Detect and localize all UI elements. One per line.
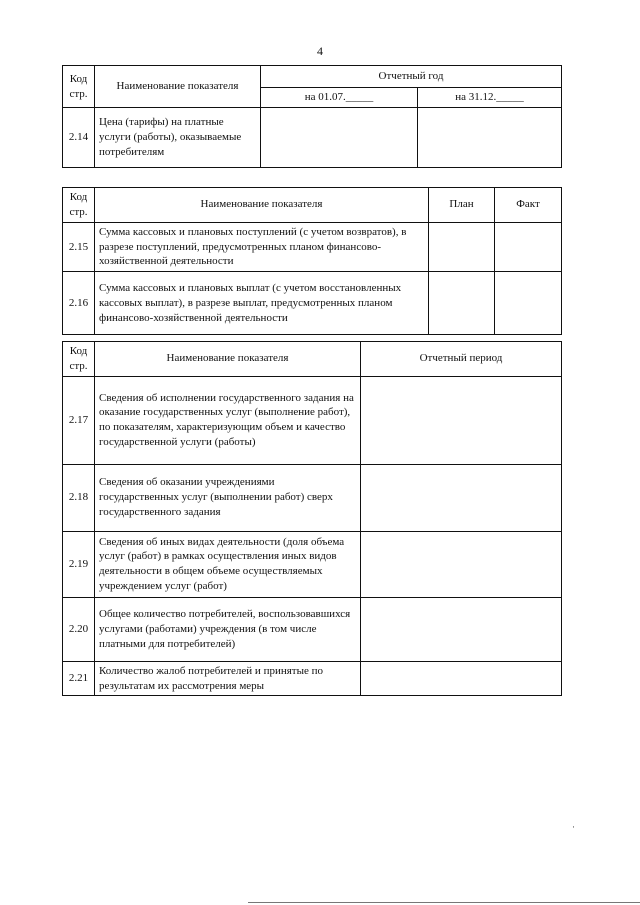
row-period [361,531,562,597]
table-row [63,597,562,661]
row-name: Сведения об оказании учреждениями государственных услуг (выполнении работ) сверх государственного задания [95,464,361,531]
row-name: Общее количество потребителей, воспользовавшихся услугами (работами) учреждения (в том числе платными для потребителей) [95,597,361,661]
header-name: Наименование показателя [95,342,361,377]
row-period [361,597,562,661]
scan-speck: · [572,822,575,832]
row-period [361,464,562,531]
row-name: Сумма кассовых и плановых поступлений (с учетом возвратов), в разрезе поступлений, предусмотренных планом финансово-хозяйственной деятельности [95,222,429,272]
header-name: Наименование показателя [95,188,429,223]
reporting-period-table [62,341,562,696]
row-code: 2.21 [63,661,95,696]
table-row [63,464,562,531]
row-code: 2.20 [63,597,95,661]
row-name: Количество жалоб потребителей и принятые по результатам их рассмотрения меры [95,661,361,696]
row-name: Сведения об исполнении государственного задания на оказание государственных услуг (выполнение работ), по показателям, характеризующим объем и качество государственной услуги (работы) [95,376,361,464]
row-period [361,376,562,464]
row-plan [429,272,495,335]
header-code: Код стр. [63,66,95,108]
row-value-0107 [261,108,418,168]
row-code: 2.18 [63,464,95,531]
table-row [63,108,562,168]
row-plan [429,222,495,272]
row-period [361,661,562,696]
table-row [63,531,562,597]
row-code: 2.16 [63,272,95,335]
plan-fact-table [62,187,562,335]
page-number: 4 [317,44,323,58]
row-name: Сведения об иных видах деятельности (доля объема услуг (работ) в рамках осуществления иных видов деятельности в общем объеме осуществляемых учреждением услуг (работ) [95,531,361,597]
table-row [63,376,562,464]
header-period: Отчетный период [361,342,562,377]
header-code: Код стр. [63,342,95,377]
table-row [63,222,562,272]
table-row [63,272,562,335]
row-name: Цена (тарифы) на платные услуги (работы), оказываемые потребителям [95,108,261,168]
row-name: Сумма кассовых и плановых выплат (с учетом восстановленных кассовых выплат), в разрезе выплат, предусмотренных планом финансово-хозяйственной деятельности [95,272,429,335]
prices-table [62,65,562,168]
row-code: 2.15 [63,222,95,272]
header-name: Наименование показателя [95,66,261,108]
header-plan: План [429,188,495,223]
header-date-0107: на 01.07._____ [261,88,418,108]
row-value-3112 [418,108,562,168]
row-fact [495,222,562,272]
table-row [63,661,562,696]
row-fact [495,272,562,335]
header-code: Код стр. [63,188,95,223]
row-code: 2.14 [63,108,95,168]
header-date-3112: на 31.12._____ [418,88,562,108]
header-fact: Факт [495,188,562,223]
scan-edge-line [248,902,640,903]
row-code: 2.19 [63,531,95,597]
header-year: Отчетный год [261,66,562,88]
row-code: 2.17 [63,376,95,464]
